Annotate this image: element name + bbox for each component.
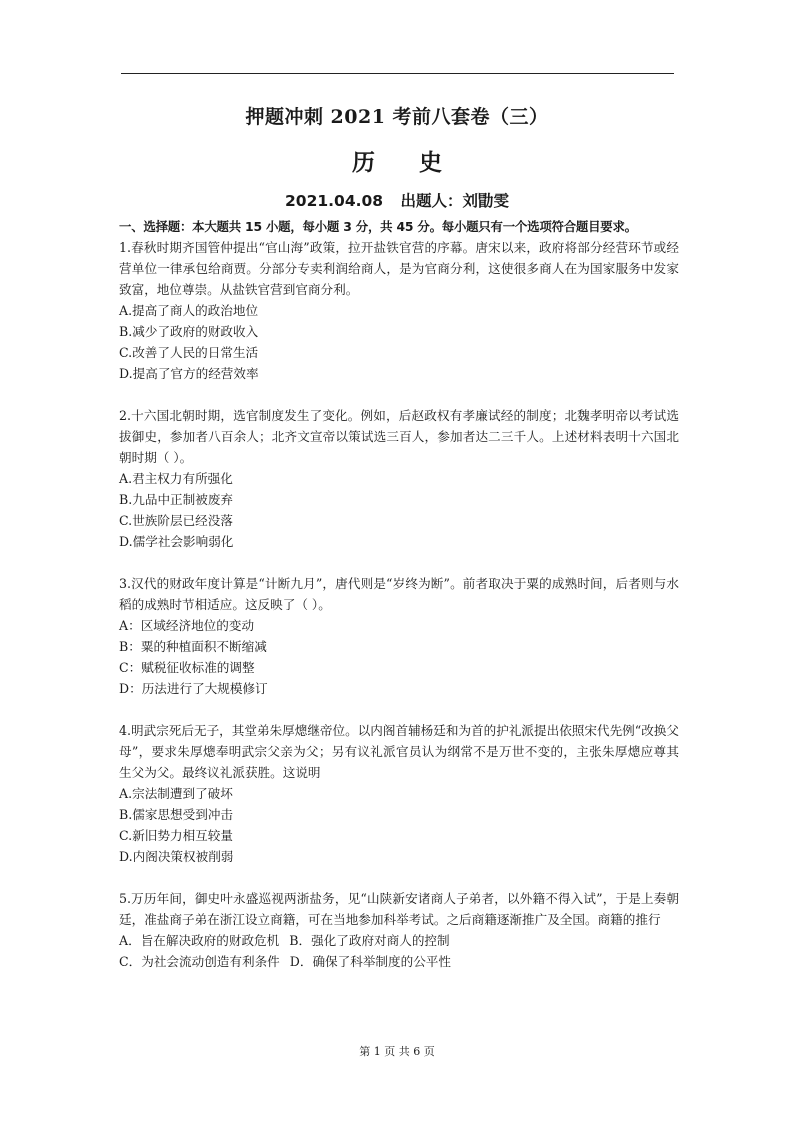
- option-d: D.提高了官方的经营效率: [119, 366, 259, 381]
- option-a: A.君主权力有所强化: [119, 471, 233, 486]
- question-stem: 5.万历年间，御史叶永盛巡视两浙盐务，见“山陕新安诸商人子弟者，以外籍不得入试”，于是上奏朝廷，准盐商子弟在浙江设立商籍，可在当地参加科举考试。之后商籍逐渐推广及全国。商籍的推行: [119, 891, 679, 927]
- question-3: [119, 573, 679, 699]
- exam-author: 出题人：刘勖雯: [400, 192, 509, 210]
- page-footer: 第 1 页 共 6 页: [359, 1045, 435, 1058]
- option-b: B.儒家思想受到冲击: [119, 807, 234, 822]
- exam-title: 押题冲刺 2021 考前八套卷（三）: [245, 106, 549, 128]
- option-a: A.提高了商人的政治地位: [119, 303, 259, 318]
- option-c: C：赋税征收标准的调整: [119, 660, 255, 675]
- exam-content: [119, 217, 679, 972]
- option-c: C．为社会流动创造有利条件: [119, 954, 280, 969]
- option-d: D.内阁决策权被削弱: [119, 849, 234, 864]
- option-c: C.世族阶层已经没落: [119, 513, 233, 528]
- option-d: D．确保了科举制度的公平性: [289, 954, 451, 969]
- question-stem: 1.春秋时期齐国管仲提出“官山海”政策，拉开盐铁官营的序幕。唐宋以来，政府将部分经营环节或经营单位一律承包给商贾。分部分专卖利润给商人，是为官商分利，这使很多商人在为国家服务中发家致富，地位尊崇。从盐铁官营到官商分利。: [119, 240, 679, 297]
- question-4: [119, 720, 679, 867]
- option-b: B.九品中正制被废弃: [119, 492, 234, 507]
- option-a: A．旨在解决政府的财政危机: [119, 933, 280, 948]
- option-a: A：区域经济地位的变动: [119, 618, 255, 633]
- option-c: C.改善了人民的日常生活: [119, 345, 259, 360]
- question-stem: 4.明武宗死后无子，其堂弟朱厚熜继帝位。以内阁首辅杨廷和为首的护礼派提出依照宋代先例“改换父母”，要求朱厚熜奉明武宗父亲为父；另有议礼派官员认为纲常不是万世不变的，主张朱厚熜应尊其生父为父。最终议礼派获胜。这说明: [119, 723, 679, 780]
- option-b: B：粟的种植面积不断缩减: [119, 639, 267, 654]
- option-c: C.新旧势力相互较量: [119, 828, 233, 843]
- option-row: [119, 930, 679, 951]
- option-a: A.宗法制遭到了破坏: [119, 786, 233, 801]
- question-stem: 2.十六国北朝时期，选官制度发生了变化。例如，后赵政权有孝廉试经的制度；北魏孝明帝以考试选拔御史，参加者八百余人；北齐文宣帝以策试选三百人，参加者达二三千人。上述材料表明十六国北朝时期（ ）。: [119, 408, 679, 465]
- option-b: B.减少了政府的财政收入: [119, 324, 259, 339]
- section-heading: 一、选择题：本大题共 15 小题，每小题 3 分，共 45 分。每小题只有一个选项符合题目要求。: [119, 219, 637, 234]
- exam-meta: [0, 189, 794, 211]
- subject-heading: 历 史: [351, 149, 460, 176]
- option-row: [119, 951, 679, 972]
- header-rule: [121, 73, 674, 74]
- question-stem: 3.汉代的财政年度计算是“计断九月”，唐代则是“岁终为断”。前者取决于粟的成熟时间，后者则与水稻的成熟时节相适应。这反映了（ ）。: [119, 576, 679, 612]
- question-5: [119, 888, 679, 972]
- question-1: [119, 237, 679, 384]
- option-b: B．强化了政府对商人的控制: [289, 933, 450, 948]
- question-2: [119, 405, 679, 552]
- exam-date: 2021.04.08: [285, 192, 384, 210]
- option-d: D.儒学社会影响弱化: [119, 534, 234, 549]
- option-d: D：历法进行了大规模修订: [119, 681, 268, 696]
